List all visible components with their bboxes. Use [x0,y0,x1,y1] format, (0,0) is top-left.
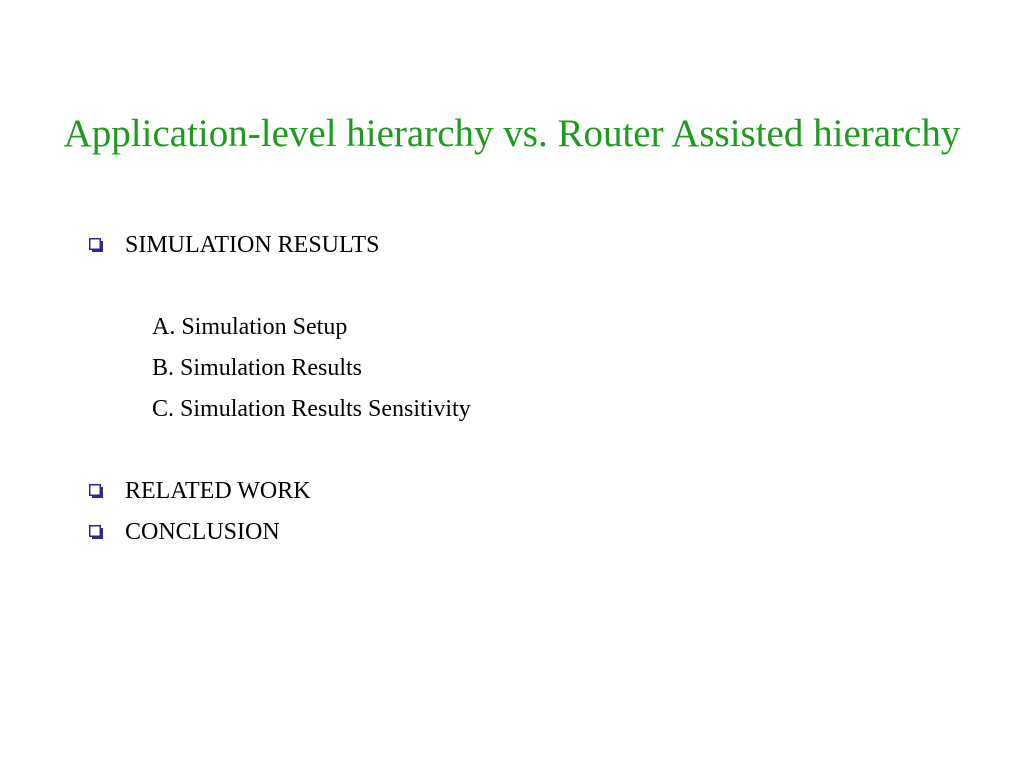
bullet-label: SIMULATION RESULTS [125,232,380,258]
bullet-item-conclusion [89,517,280,547]
bullet-item-related-work [89,476,311,506]
bullet-item-simulation-results [89,230,379,260]
slide-title: Application-level hierarchy vs. Router Assisted hierarchy [63,112,961,155]
bullet-label: RELATED WORK [125,478,311,504]
hollow-square-bullet-icon [89,238,103,252]
hollow-square-bullet-icon [89,484,103,498]
sub-item-simulation-results: B. Simulation Results [152,355,363,381]
hollow-square-bullet-icon [89,525,103,539]
sub-item-simulation-results-sensitivity: C. Simulation Results Sensitivity [152,396,471,422]
sub-item-simulation-setup: A. Simulation Setup [152,314,348,340]
bullet-label: CONCLUSION [125,519,280,545]
